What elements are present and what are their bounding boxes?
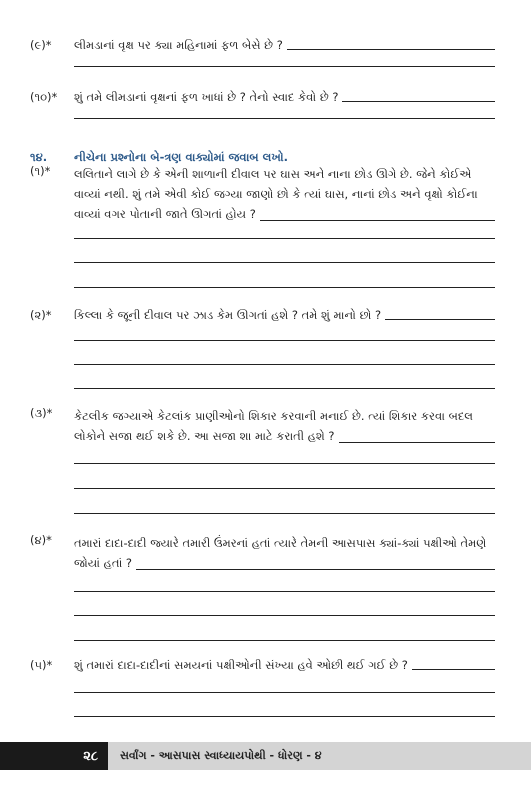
question-text-line: લોકોને સજા થઈ શકે છે. આ સજા શા માટે કરાતી હશે ? (74, 429, 335, 443)
answer-line[interactable] (74, 692, 495, 693)
question-number: (૩)* (30, 406, 53, 420)
answer-line[interactable] (339, 441, 495, 443)
answer-line[interactable] (74, 340, 495, 341)
question-text: શું તમારાં દાદા-દાદીનાં સમયનાં પક્ષીઓની સંખ્યા હવે ઓછી થઈ ગઈ છે ? (74, 658, 408, 672)
answer-line[interactable] (74, 640, 495, 641)
question-number: (૫)* (30, 658, 53, 672)
answer-line[interactable] (74, 364, 495, 365)
question-9 (30, 38, 495, 53)
question-number: (૯)* (30, 38, 52, 52)
answer-line[interactable] (74, 388, 495, 389)
question-text-line: લલિતાને લાગે છે કે એની શાળાની દીવાલ પર ઘાસ અને નાના છોડ ઊગે છે. જેને કોઈએ (74, 167, 472, 181)
question-number: (૨)* (30, 308, 52, 322)
question-text: કિલ્લા કે જૂની દીવાલ પર ઝાડ કેમ ઊગતાં હશે ? તમે શું માનો છો ? (74, 308, 382, 322)
page-footer (0, 742, 531, 770)
section-number: ૧૪. (30, 150, 48, 164)
question-number: (૪)* (30, 533, 52, 547)
question-text-line: કેટલીક જગ્યાએ કેટલાંક પ્રાણીઓનો શિકાર કરવાની મનાઈ છે. ત્યાં શિકાર કરવા બદલ (74, 409, 473, 423)
answer-line[interactable] (74, 262, 495, 263)
answer-line[interactable] (136, 568, 495, 570)
subquestion-3 (30, 406, 495, 446)
answer-line[interactable] (74, 463, 495, 464)
answer-line[interactable] (74, 513, 495, 514)
question-text: શું તમે લીમડાનાં વૃક્ષનાં ફળ ખાધાં છે ? તેનો સ્વાદ કેવો છે ? (74, 90, 339, 104)
subquestion-5 (30, 658, 495, 673)
answer-line[interactable] (342, 100, 495, 102)
answer-line[interactable] (74, 118, 495, 119)
answer-line[interactable] (385, 318, 495, 320)
question-text-line: તમારાં દાદા-દાદી જ્યારે તમારી ઉંમરનાં હતાં ત્યારે તેમની આસપાસ ક્યાં-ક્યાં પક્ષીઓ તેમણે (74, 536, 487, 550)
question-text-line: વાવ્યાં નથી. શું તમે એવી કોઈ જગ્યા જાણો છો કે ત્યાં ઘાસ, નાનાં છોડ અને વૃક્ષો કોઈના (74, 187, 478, 201)
answer-line[interactable] (74, 287, 495, 288)
answer-line[interactable] (74, 615, 495, 616)
page-number: ૨૮ (0, 742, 108, 770)
footer-title: સર્વાંગ - આસપાસ સ્વાધ્યાયપોથી - ધોરણ - ૪ (120, 749, 322, 762)
section-heading (30, 150, 288, 165)
answer-line[interactable] (412, 668, 495, 670)
answer-line[interactable] (74, 238, 495, 239)
question-text: લીમડાનાં વૃક્ષ પર ક્યા મહિનામાં ફળ બેસે છે ? (74, 38, 283, 52)
subquestion-2 (30, 308, 495, 323)
answer-line[interactable] (74, 488, 495, 489)
subquestion-1 (30, 164, 495, 224)
answer-line[interactable] (287, 48, 495, 50)
question-10 (30, 90, 495, 105)
answer-line[interactable] (260, 219, 495, 221)
question-text-line: વાવ્યાં વગર પોતાની જાતે ઊગતાં હોય ? (74, 207, 256, 221)
answer-line[interactable] (74, 716, 495, 717)
question-number: (૧)* (30, 164, 51, 178)
question-number: (૧૦)* (30, 90, 58, 104)
section-title: નીચેના પ્રશ્નોના બે-ત્રણ વાક્યોમાં જવાબ લખો. (74, 150, 289, 164)
question-text-line: જોયાં હતાં ? (74, 556, 133, 570)
answer-line[interactable] (74, 591, 495, 592)
subquestion-4 (30, 533, 495, 573)
answer-line[interactable] (74, 66, 495, 67)
